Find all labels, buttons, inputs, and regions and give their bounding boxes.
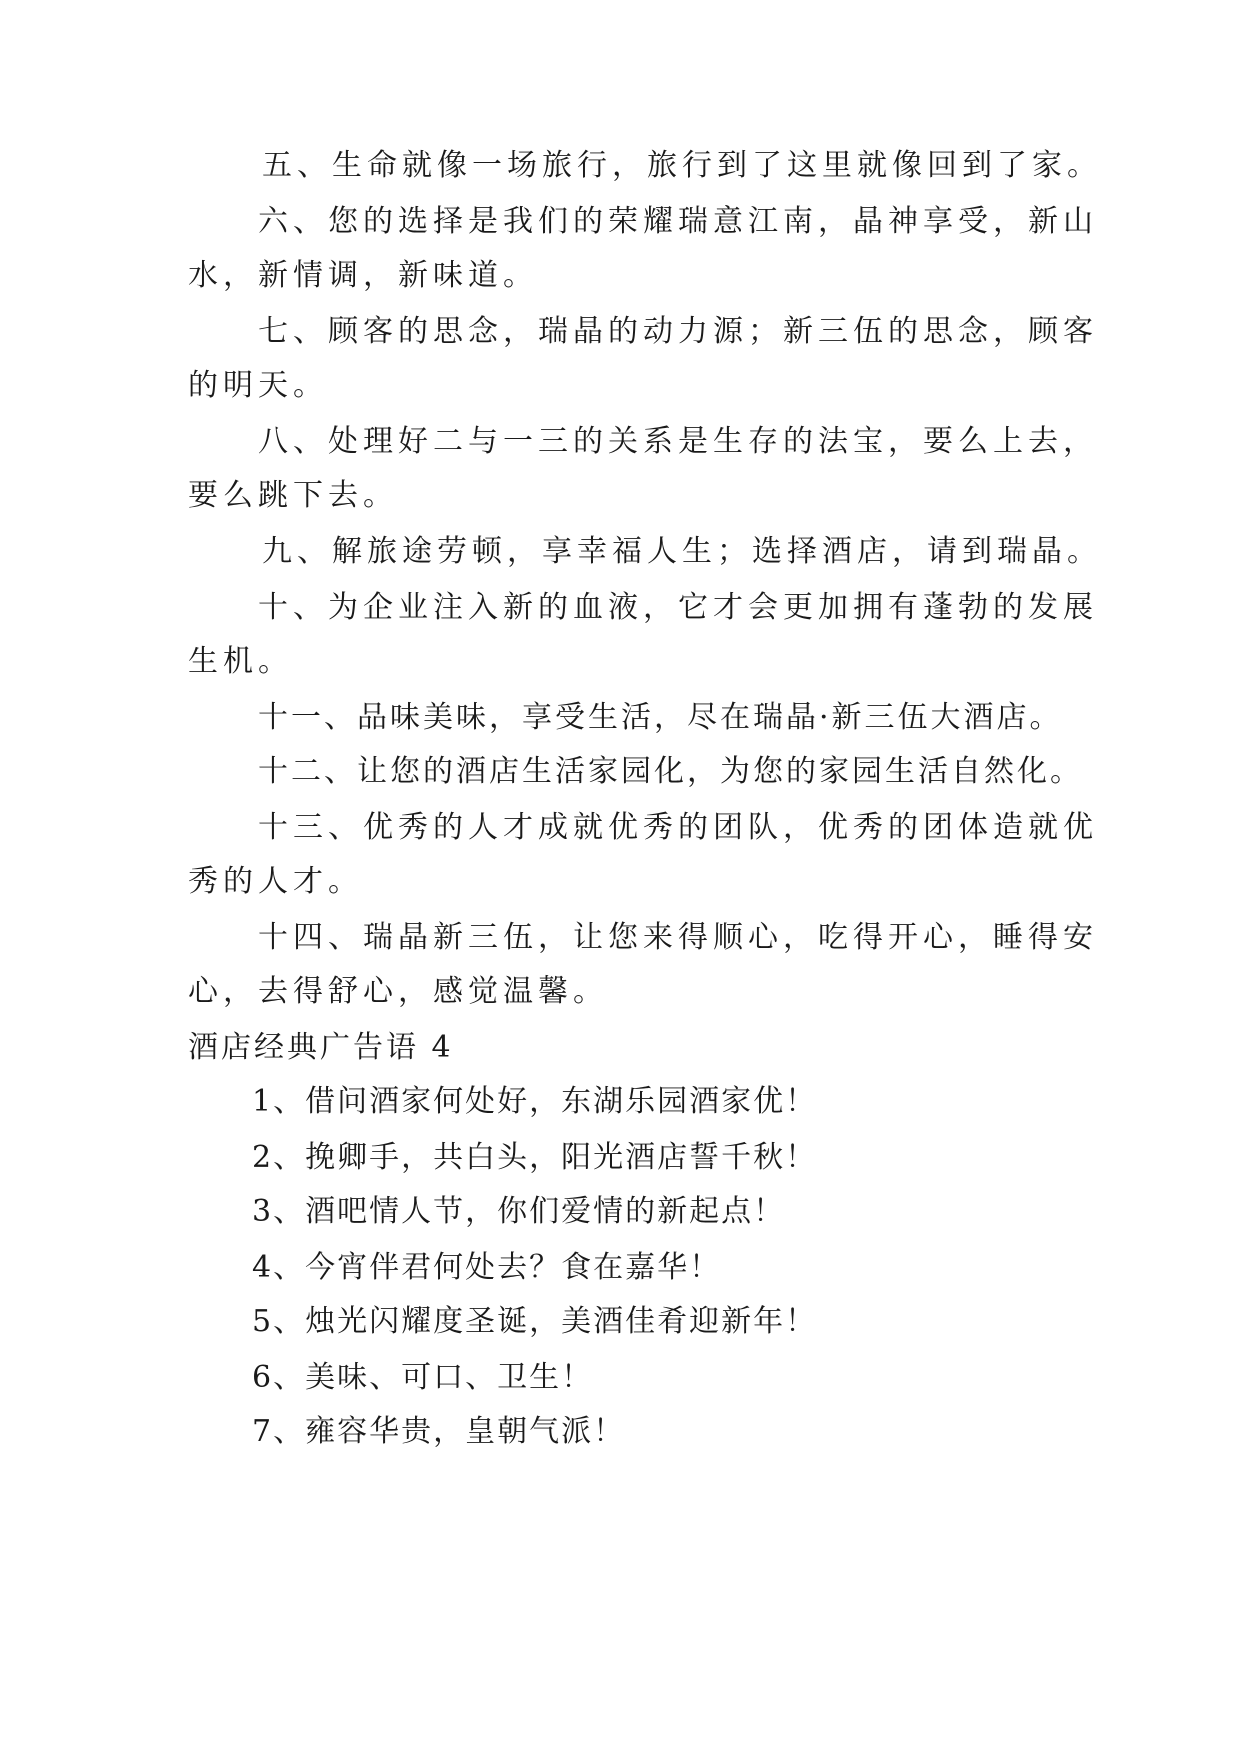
paragraph-7-line-1: 七、顾客的思念，瑞晶的动力源；新三伍的思念，顾客 (258, 314, 1098, 349)
paragraph-6-line-1: 六、您的选择是我们的荣耀瑞意江南，晶神享受，新山 (258, 204, 1098, 239)
paragraph-8-line-2: 要么跳下去。 (188, 478, 398, 513)
paragraph-9-line-1: 九、解旅途劳顿，享幸福人生；选择酒店，请到瑞晶。 (262, 534, 1102, 569)
paragraph-7-line-2: 的明天。 (188, 368, 328, 403)
paragraph-12-line-1: 十二、让您的酒店生活家园化，为您的家园生活自然化。 (258, 754, 1083, 789)
paragraph-5-line-1: 五、生命就像一场旅行，旅行到了这里就像回到了家。 (262, 148, 1102, 183)
list-item: 4、今宵伴君何处去？食在嘉华！ (252, 1250, 722, 1285)
list-item: 1、借问酒家何处好，东湖乐园酒家优！ (252, 1084, 818, 1119)
paragraph-13-line-1: 十三、优秀的人才成就优秀的团队，优秀的团体造就优 (258, 810, 1098, 845)
paragraph-10-line-1: 十、为企业注入新的血液，它才会更加拥有蓬勃的发展 (258, 590, 1098, 625)
paragraph-11-line-1: 十一、品味美味，享受生活，尽在瑞晶·新三伍大酒店。 (258, 700, 1063, 735)
list-item: 3、酒吧情人节，你们爱情的新起点！ (252, 1194, 786, 1229)
paragraph-6-line-2: 水，新情调，新味道。 (188, 258, 538, 293)
list-item: 2、挽卿手，共白头，阳光酒店誓千秋！ (252, 1140, 818, 1175)
paragraph-13-line-2: 秀的人才。 (188, 864, 363, 899)
list-item: 5、烛光闪耀度圣诞，美酒佳肴迎新年！ (252, 1304, 818, 1339)
list-item: 7、雍容华贵，皇朝气派！ (252, 1414, 626, 1449)
paragraph-10-line-2: 生机。 (188, 644, 293, 679)
paragraph-14-line-1: 十四、瑞晶新三伍，让您来得顺心，吃得开心，睡得安 (258, 920, 1098, 955)
section-heading: 酒店经典广告语 4 (188, 1030, 454, 1065)
paragraph-14-line-2: 心，去得舒心，感觉温馨。 (188, 974, 608, 1009)
paragraph-8-line-1: 八、处理好二与一三的关系是生存的法宝，要么上去， (258, 424, 1098, 459)
list-item: 6、美味、可口、卫生！ (252, 1360, 594, 1395)
